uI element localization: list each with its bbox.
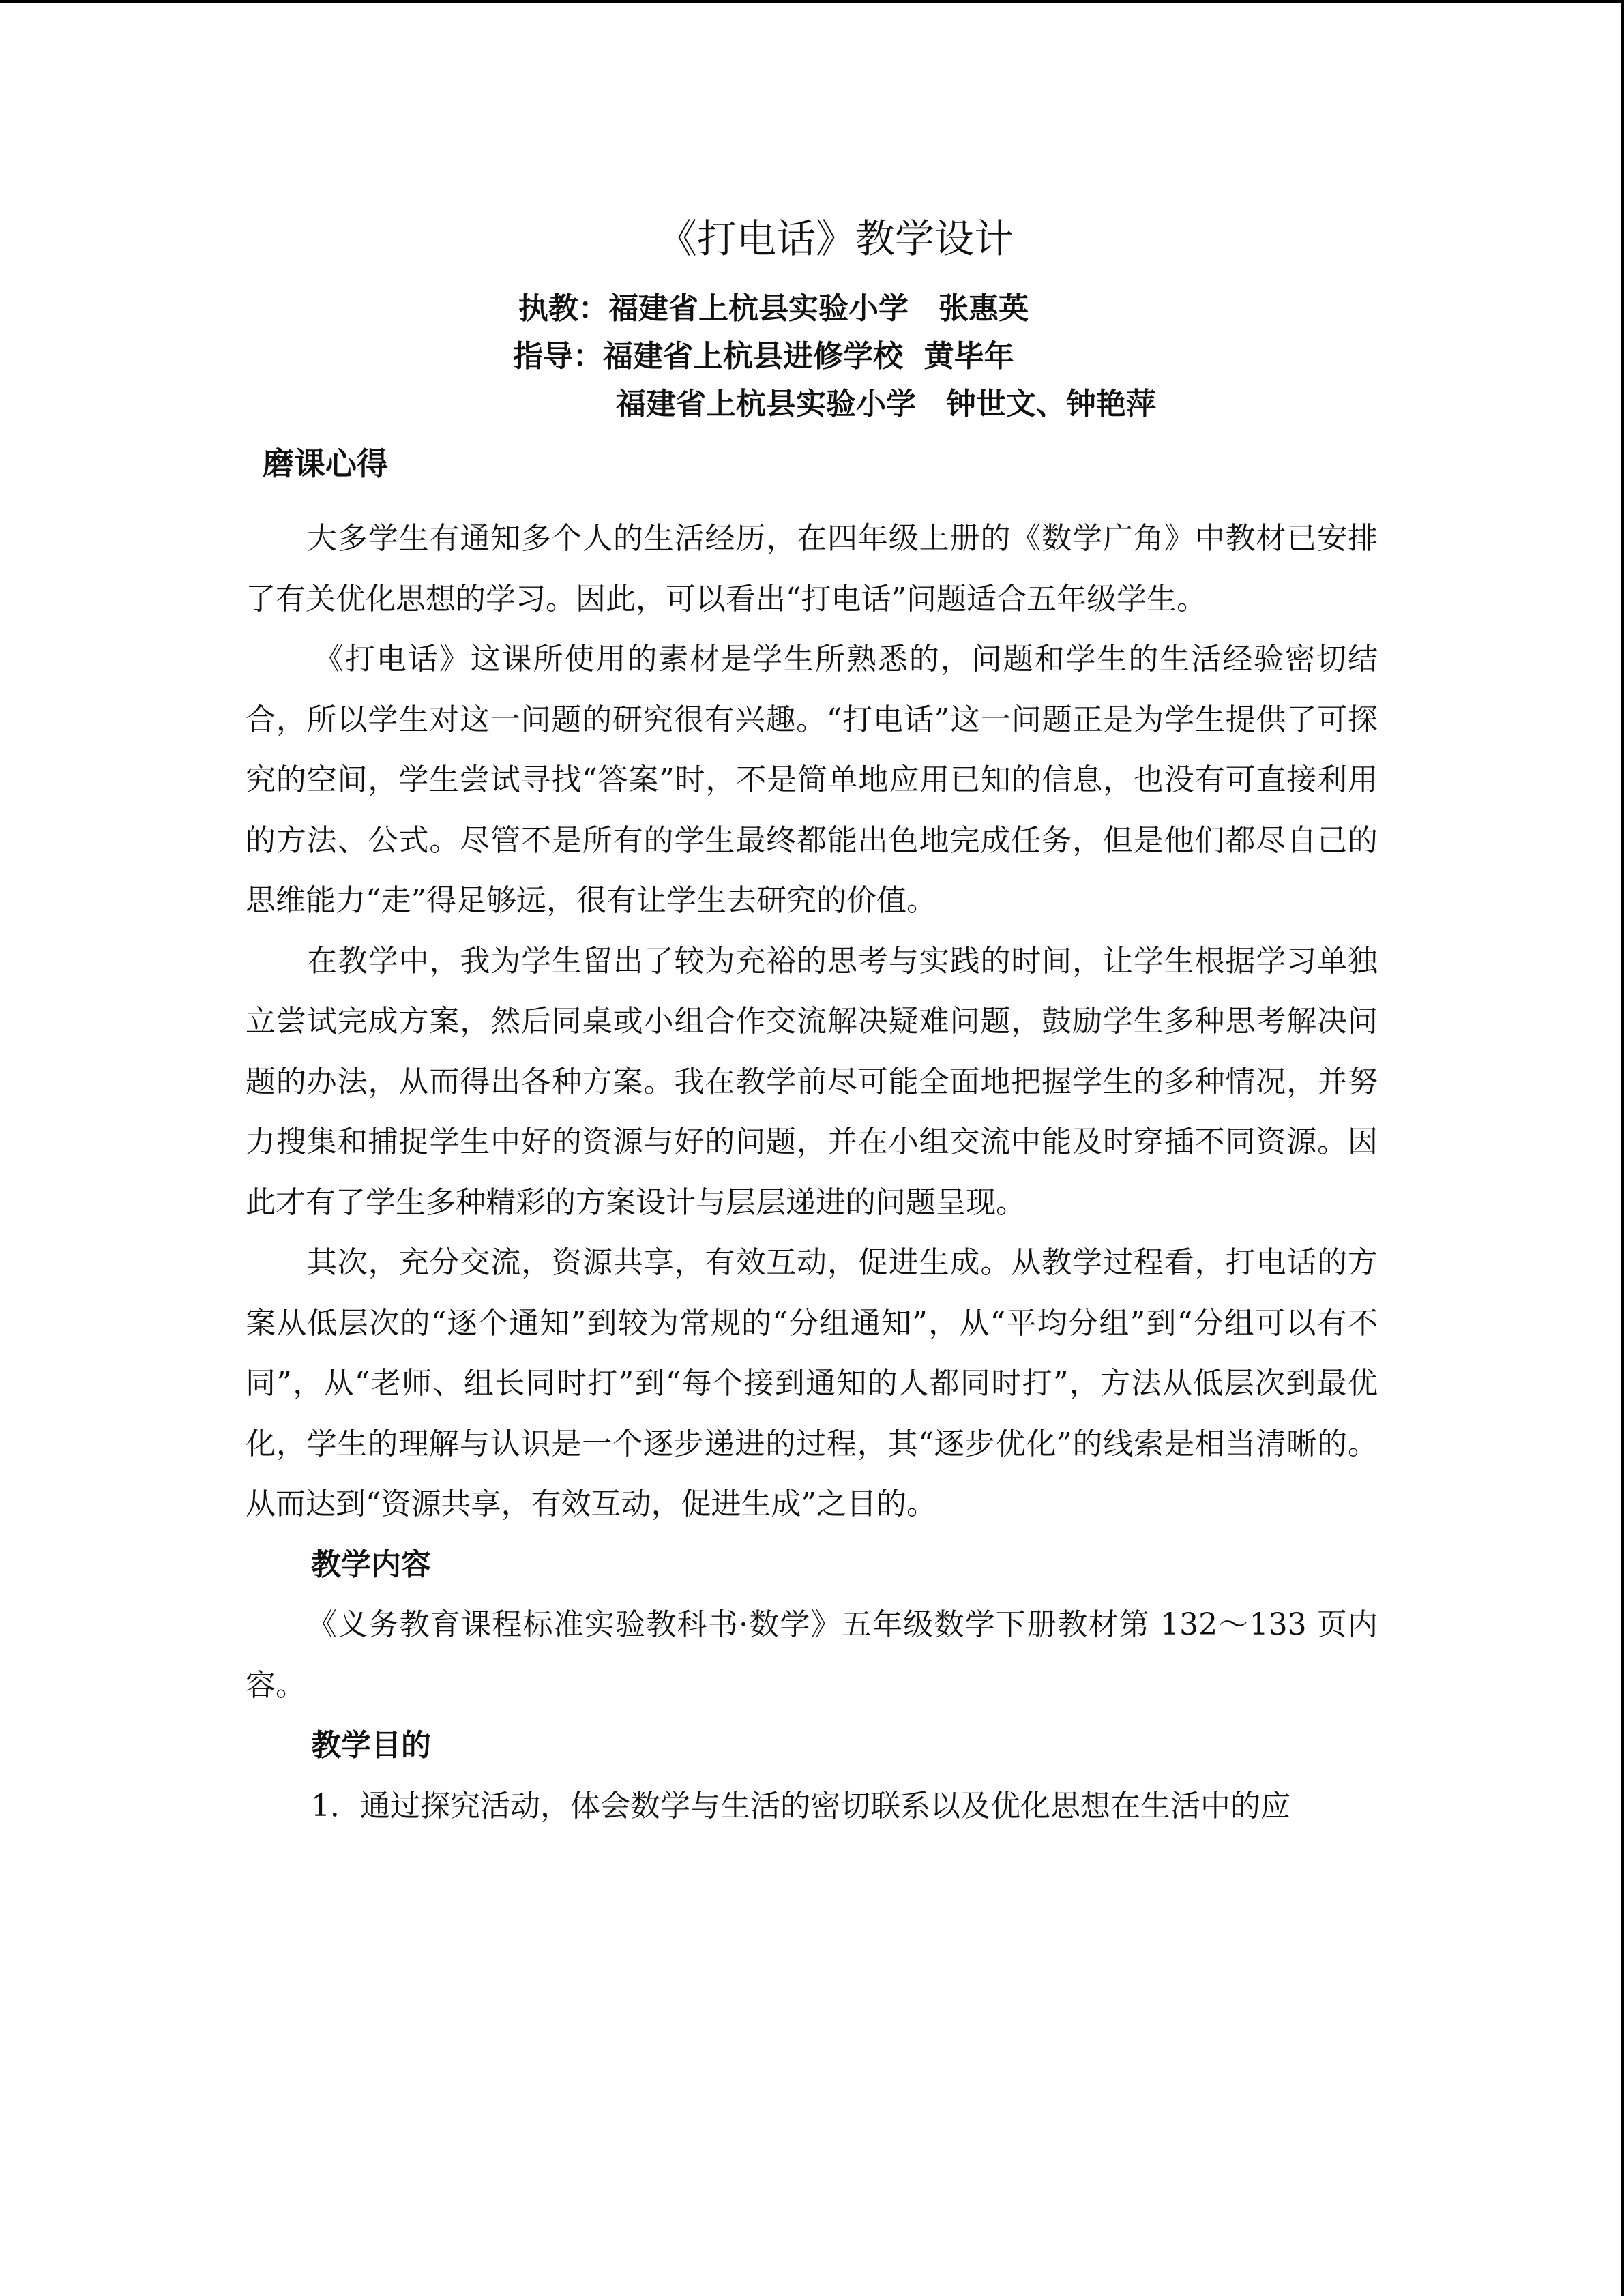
section-heading-reflection: 磨课心得 bbox=[263, 445, 388, 482]
credit-guidance: 指导：福建省上杭县进修学校 黄毕年 bbox=[513, 339, 1014, 374]
teaching-content-text: 《义务教育课程标准实验教科书·数学》五年级数学下册教材第 132～133 页内容。 bbox=[246, 1607, 1378, 1703]
credit-guidance-2: 福建省上杭县实验小学 钟世文、钟艳萍 bbox=[616, 387, 1156, 421]
document-body bbox=[246, 205, 1378, 1836]
document-title: 《打电话》教学设计 bbox=[657, 215, 1014, 262]
credit-instructor: 执教：福建省上杭县实验小学 张惠英 bbox=[518, 291, 1029, 326]
paragraph-3: 在教学中，我为学生留出了较为充裕的思考与实践的时间，让学生根据学习单独立尝试完成方案，然后同桌或小组合作交流解决疑难问题，鼓励学生多种思考解决问题的办法，从而得出各种方案。我在教学前尽可能全面地把握学生的多种情况，并努力搜集和捕捉学生中好的资源与好的问题，并在小组交流中能及时穿插不同资源。因此才有了学生多种精彩的方案设计与层层递进的问题呈现。 bbox=[246, 943, 1378, 1220]
teaching-goal-item-1: 1．通过探究活动，体会数学与生活的密切联系以及优化思想在生活中的应 bbox=[311, 1788, 1290, 1823]
paragraph-1: 大多学生有通知多个人的生活经历，在四年级上册的《数学广角》中教材已安排了有关优化思想的学习。因此，可以看出“打电话”问题适合五年级学生。 bbox=[246, 521, 1378, 616]
paragraph-4: 其次，充分交流，资源共享，有效互动，促进生成。从教学过程看，打电话的方案从低层次的“逐个通知”到较为常规的“分组通知”，从“平均分组”到“分组可以有不同”，从“老师、组长同时打”到“每个接到通知的人都同时打”，方法从低层次到最优化，学生的理解与认识是一个逐步递进的过程，其“逐步优化”的线索是相当清晰的。从而达到“资源共享，有效互动，促进生成”之目的。 bbox=[246, 1245, 1378, 1521]
teaching-goals-heading: 教学目的 bbox=[311, 1728, 431, 1763]
paragraph-2: 《打电话》这课所使用的素材是学生所熟悉的，问题和学生的生活经验密切结合，所以学生对这一问题的研究很有兴趣。“打电话”这一问题正是为学生提供了可探究的空间，学生尝试寻找“答案”时，不是简单地应用已知的信息，也没有可直接利用的方法、公式。尽管不是所有的学生最终都能出色地完成任务，但是他们都尽自己的思维能力“走”得足够远，很有让学生去研究的价值。 bbox=[246, 642, 1378, 918]
teaching-content-heading: 教学内容 bbox=[311, 1547, 431, 1582]
